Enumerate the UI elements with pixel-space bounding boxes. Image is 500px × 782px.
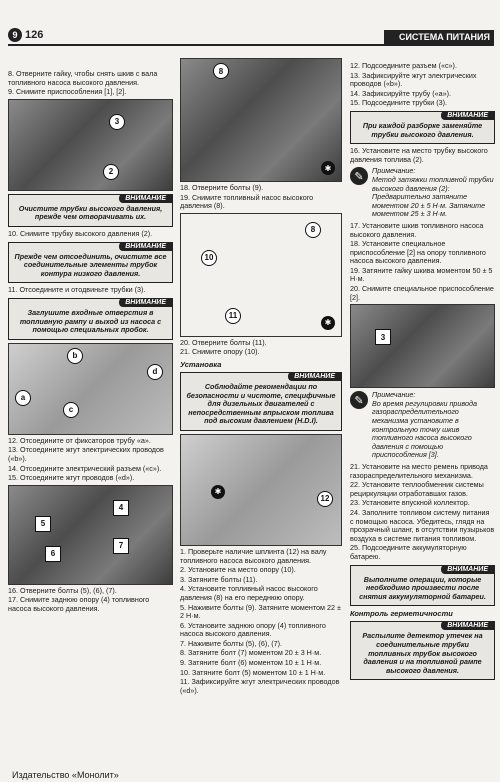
warning-box-1 bbox=[8, 194, 173, 227]
warning-box-replace bbox=[350, 111, 495, 144]
note-timing bbox=[350, 391, 495, 460]
warning-tag: ВНИМАНИЕ bbox=[119, 194, 172, 203]
callout-a: a bbox=[15, 390, 31, 406]
note-icon: ✎ bbox=[350, 391, 368, 409]
step-10: 10. Снимите трубку высокого давления (2). bbox=[8, 228, 153, 238]
step-14: 14. Зафиксируйте трубу («а»). bbox=[350, 88, 452, 98]
photo-connectors bbox=[8, 343, 173, 435]
step-12: 12. Отсоедините от фиксаторов трубу «а». bbox=[8, 435, 151, 445]
step-17: 17. Снимите заднюю опору (4) топливного насоса высокого давления. bbox=[8, 595, 150, 613]
step-13: 13. Отсоедините жгут электрических проводов («b»). bbox=[8, 445, 164, 463]
photo-cotter-pin bbox=[180, 434, 342, 546]
installation-heading: Установка bbox=[180, 359, 222, 369]
warning-box-hdi bbox=[180, 372, 342, 431]
callout-7: 7 bbox=[113, 538, 129, 554]
install-step-10: 10. Затяните болт (5) моментом 10 ± 1 Н·м. bbox=[180, 667, 326, 677]
install-step-1: 1. Проверьте наличие шплинта (12) на валу топливного насоса высокого давления. bbox=[180, 546, 327, 565]
install-step-7: 7. Наживите болты (5), (6), (7). bbox=[180, 638, 282, 648]
step-21: 21. Установите на место ремень привода газораспределительного механизма. bbox=[350, 462, 488, 480]
callout-11: 11 bbox=[225, 308, 241, 324]
callout-8: 8 bbox=[213, 63, 229, 79]
step-18: 18. Установите специальное приспособление [2] на опору топливного насоса высокого давления. bbox=[350, 239, 486, 266]
gear-icon: ✱ bbox=[321, 161, 335, 175]
callout-12: 12 bbox=[317, 491, 333, 507]
install-step-2: 2. Установите на место опору (10). bbox=[180, 565, 296, 575]
callout-b: b bbox=[67, 348, 83, 364]
warning-text: Распылите детектор утечек на соединительные трубки топливных трубок высокого давления и на топливной рампе высокого давления. bbox=[362, 631, 483, 675]
step-19: 19. Снимите топливный насос высокого давления (8). bbox=[180, 192, 314, 211]
note-text: Метод затяжки топливной трубки высокого давления (2): Предварительно затяните моментом 20 ± 5 Н·м. Затяните моментом 25 ± 3 Н·м. bbox=[372, 174, 494, 219]
callout-8: 8 bbox=[305, 222, 321, 238]
step-20: 20. Отверните болты (11). bbox=[180, 337, 267, 347]
warning-text: Заглушите входные отверстия в топливную рампу и выход из насоса с помощью специальных пробок. bbox=[19, 307, 162, 335]
manual-page bbox=[8, 6, 495, 780]
callout-3: 3 bbox=[109, 114, 125, 130]
warning-box-battery bbox=[350, 565, 495, 607]
column-left bbox=[8, 70, 173, 614]
step-14: 14. Отсоедините электрический разъем («c»). bbox=[8, 463, 162, 473]
warning-box-2 bbox=[8, 242, 173, 284]
step-15: 15. Отсоедините жгут проводов («d»). bbox=[8, 473, 135, 483]
warning-tag: ВНИМАНИЕ bbox=[119, 242, 172, 251]
photo-pump-removed bbox=[180, 213, 342, 337]
warning-text: Очистите трубки высокого давления, прежде чем отворачивать их. bbox=[18, 203, 163, 222]
leak-check-heading: Контроль герметичности bbox=[350, 609, 453, 619]
step-20: 20. Снимите специальное приспособление [2]. bbox=[350, 284, 494, 302]
warning-text: При каждой разборке заменяйте трубки высокого давления. bbox=[362, 120, 483, 139]
note-title: Примечание: bbox=[372, 390, 416, 400]
install-step-8: 8. Затяните болт (7) моментом 20 ± 3 Н·м. bbox=[180, 648, 322, 658]
step-11: 11. Отсоедините и отодвиньте трубки (3). bbox=[8, 285, 146, 295]
warning-tag: ВНИМАНИЕ bbox=[441, 621, 494, 630]
step-24: 24. Заполните топливом систему питания с помощью насоса. Убедитесь, глядя на прозрачный шланг, в отсутствии пузырьков воздуха в системе питания топливом. bbox=[350, 507, 495, 543]
page-header bbox=[8, 28, 494, 48]
column-middle bbox=[180, 58, 342, 696]
page-number: 126 bbox=[25, 29, 44, 41]
photo-pump-mounted bbox=[180, 58, 342, 182]
callout-c: c bbox=[63, 402, 79, 418]
install-step-11: 11. Зафиксируйте жгут электрических проводов («d»). bbox=[180, 677, 340, 695]
gear-icon: ✱ bbox=[211, 485, 225, 499]
warning-tag: ВНИМАНИЕ bbox=[441, 565, 494, 574]
gear-icon: ✱ bbox=[321, 316, 335, 330]
warning-tag: ВНИМАНИЕ bbox=[288, 372, 341, 381]
step-25: 25. Подсоедините аккумуляторную батарею. bbox=[350, 543, 467, 561]
photo-rear-support bbox=[8, 485, 173, 585]
warning-text: Выполните операции, которые необходимо произвести после снятия аккумуляторной батареи. bbox=[359, 574, 486, 601]
warning-text: Прежде чем отсоединить, очистите все соединительные элементы трубок контура низкого давления. bbox=[14, 251, 167, 278]
step-16: 16. Установите на место трубку высокого давления топлива (2). bbox=[350, 146, 488, 164]
column-right bbox=[350, 62, 495, 683]
warning-text: Соблюдайте рекомендации по безопасности и чистоте, специфичные для дизельных двигателей с непосредственным впрыском топлива под высоким давлением (H.D.I). bbox=[186, 381, 336, 426]
step-19: 19. Затяните гайку шкива моментом 50 ± 5 Н·м. bbox=[350, 265, 493, 284]
callout-5: 5 bbox=[35, 516, 51, 532]
warning-tag: ВНИМАНИЕ bbox=[119, 298, 172, 307]
header-rule bbox=[8, 44, 494, 46]
step-17: 17. Установите шкив топливного насоса высокого давления. bbox=[350, 220, 484, 239]
step-22: 22. Установите теплообменник системы рециркуляции отработавших газов. bbox=[350, 480, 484, 498]
note-text: Во время регулировки привода газораспределительного механизма установите в контрольную точку шкив топливного насоса высокого давления с помощью приспособления [3]. bbox=[372, 398, 477, 460]
warning-box-3 bbox=[8, 298, 173, 340]
warning-tag: ВНИМАНИЕ bbox=[441, 111, 494, 120]
photo-high-pressure-tubes bbox=[8, 99, 173, 191]
step-15: 15. Подсоедините трубки (3). bbox=[350, 98, 448, 108]
note-icon: ✎ bbox=[350, 167, 368, 185]
install-step-5: 5. Наживите болты (9). Затяните моментом 22 ± 2 Н·м. bbox=[180, 602, 341, 621]
callout-4: 4 bbox=[113, 500, 129, 516]
step-13: 13. Зафиксируйте жгут электрических проводов («b»). bbox=[350, 70, 477, 89]
page-number-block bbox=[8, 28, 43, 42]
install-step-3: 3. Затяните болты (11). bbox=[180, 574, 258, 584]
callout-3: 3 bbox=[375, 329, 391, 345]
note-torque bbox=[350, 167, 495, 219]
callout-10: 10 bbox=[201, 250, 217, 266]
warning-box-leak bbox=[350, 621, 495, 680]
step-12: 12. Подсоедините разъем («c»). bbox=[350, 61, 457, 70]
section-number-badge: 9 bbox=[8, 28, 22, 42]
callout-2: 2 bbox=[103, 164, 119, 180]
callout-6: 6 bbox=[45, 546, 61, 562]
step-8: 8. Отверните гайку, чтобы снять шкив с вала топливного насоса высокого давления. bbox=[8, 69, 158, 87]
note-title: Примечание: bbox=[372, 166, 416, 176]
install-step-6: 6. Установите заднюю опору (4) топливного насоса высокого давления. bbox=[180, 620, 326, 639]
photo-pulley-tool bbox=[350, 304, 495, 388]
step-16: 16. Отверните болты (5), (6), (7). bbox=[8, 585, 117, 595]
callout-d: d bbox=[147, 364, 163, 380]
install-step-9: 9. Затяните болт (6) моментом 10 ± 1 Н·м. bbox=[180, 658, 322, 668]
publisher-footer: Издательство «Монолит» bbox=[12, 770, 119, 780]
install-step-4: 4. Установите топливный насос высокого давления (8) на его переднюю опору. bbox=[180, 584, 318, 602]
step-23: 23. Установите впускной коллектор. bbox=[350, 498, 470, 508]
step-21: 21. Снимите опору (10). bbox=[180, 347, 260, 357]
step-9: 9. Снимите приспособления [1], [2]. bbox=[8, 87, 127, 97]
step-18: 18. Отверните болты (9). bbox=[180, 183, 264, 192]
section-title: СИСТЕМА ПИТАНИЯ bbox=[384, 30, 494, 44]
